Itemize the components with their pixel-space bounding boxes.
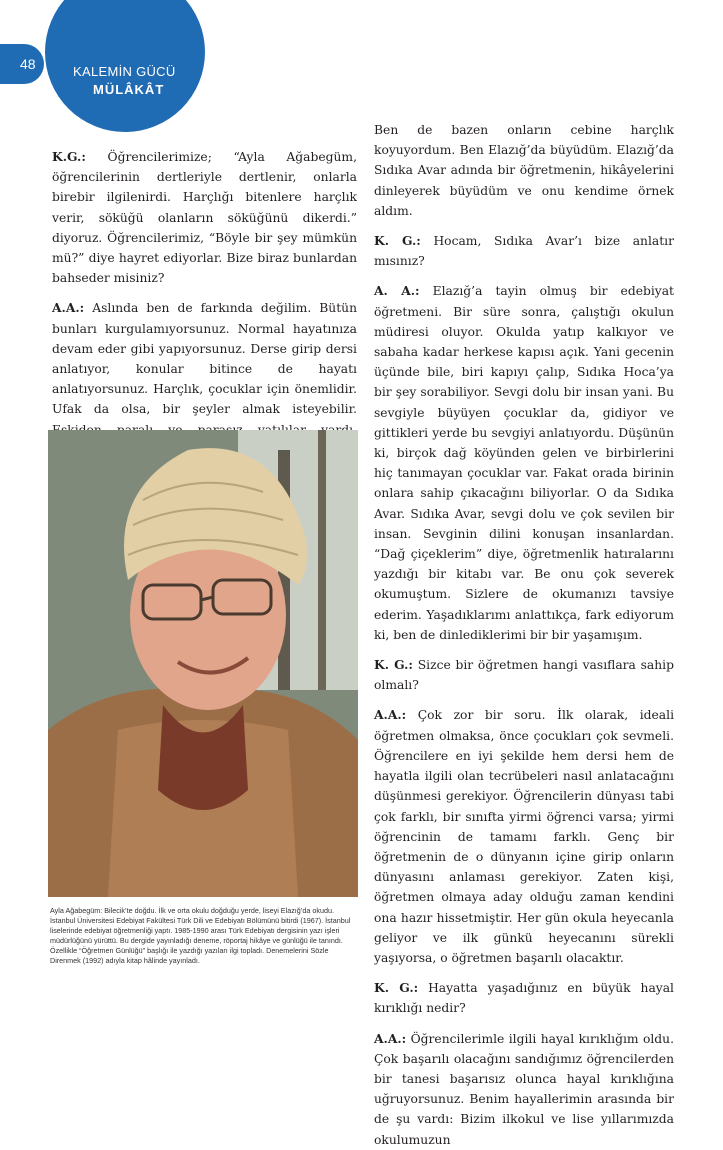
paragraph xyxy=(374,120,674,221)
speaker-label: A.A.: xyxy=(374,1030,407,1046)
paragraph-text: Öğrencilerimize; “Ayla Ağabegüm, öğrencilerinin dertleriyle dertlenir, onlarla birebir ilgilenirdi. Harçlığı bitenlere harçlık verir, söküğü olanların söküğünü dikerdi.” diyoruz. Öğrencilerimiz, “Böyle bir şey mümkün mü?” diye hayret ediyorlar. Bize biraz bunlardan bahseder misiniz? xyxy=(52,150,357,286)
paragraph-text: Aslında ben de farkında değilim. Bütün bunları kurgulamıyorsunuz. Normal hayatınıza devam eder gibi yapıyorsunuz. Derse girip dersi anlatıyor, konular bitince de hayatı anlatıyorsunuz. Harçlık, çocuklar için önemlidir. Ufak da olsa, bir şeyler almak isteyebilir. xyxy=(52,301,357,417)
speaker-label: K. G.: xyxy=(374,233,421,249)
paragraph xyxy=(374,655,674,695)
paragraph xyxy=(52,147,357,288)
paragraph xyxy=(374,705,674,968)
photo-caption: Ayla Ağabegüm: Bilecik’te doğdu. İlk ve orta okulu doğduğu yerde, liseyi Elazığ’da okudu. İstanbul Üniversitesi Edebiyat Fakültesi Türk Dili ve Edebiyatı Bölümünü bitirdi (1967). İstanbul liselerinde edebiyat öğretmenliği yaptı. 1985-1990 arası Türk Edebiyatı dergisinin yazı işleri müdürlüğünü yürüttü. Bu dergide yayınladığı deneme, röportaj hikâye ve günlüğü ile tanındı. Özellikle “Öğretmen Günlüğü” başlığı ile yazdığı yazıları ilgi topladı. Denemelerini Sözle Direnmek (1992) adıyla kitap hâlinde yayınladı. xyxy=(50,906,351,965)
speaker-label: K. G.: xyxy=(374,657,413,673)
paragraph-text: Hayatta yaşadığınız en büyük hayal kırıklığı nedir? xyxy=(374,981,674,1016)
section-title: MÜLÂKÂT xyxy=(93,82,165,97)
paragraph xyxy=(374,231,674,271)
speaker-label: A. A.: xyxy=(374,283,420,299)
speaker-label: K. G.: xyxy=(374,980,419,996)
paragraph xyxy=(374,1029,674,1150)
left-column xyxy=(52,147,357,470)
paragraph-text: Sizce bir öğretmen hangi vasıflara sahip olmalı? xyxy=(374,658,674,693)
paragraph-text: Hocam, Sıdıka Avar’ı bize anlatır mısınız? xyxy=(374,234,674,269)
speaker-label: A.A.: xyxy=(374,707,407,723)
paragraph xyxy=(374,978,674,1018)
paragraph-text: Çok zor bir soru. İlk olarak, ideali öğretmen olmaksa, önce çocukları çok sevmeli. Öğrencilere en iyi şekilde hem dersi hem de hayatla ilgili olan tecrübeleri nasıl anlatacağını düşünmesi gerekiyor. Öğrencilerin dünyası tabi çok farklı, bir sınıfta yirmi öğrenci varsa; yirmi öğrencinin de tamamı farklı. Genç bir öğretmenin de o dünyanın içine girip onların dünyasını anlaması gerekiyor. Zaten kişi, öğretmen olmaya aday olduğu zaman kendini ona hazır hissetmiştir. Her gün okula heyecanla geliyor ve ilk günkü heyecanını sürekli yaşıyorsa, o öğretmen başarılı olacaktır. xyxy=(374,708,674,965)
portrait-illustration xyxy=(48,430,358,897)
speaker-label: K.G.: xyxy=(52,149,86,164)
page-number: 48 xyxy=(0,44,44,84)
paragraph-text: Ben de bazen onların cebine harçlık koyuyordum. Ben Elazığ’da büyüdüm. Elazığ’da Sıdıka Avar adında bir öğretmenin, hikâyelerini dinleyerek büyüdüm ve onu kendime örnek aldım. xyxy=(374,123,674,218)
series-title: KALEMİN GÜCÜ xyxy=(73,64,176,79)
portrait-photo xyxy=(48,430,358,897)
speaker-label: A.A.: xyxy=(52,300,85,316)
right-column xyxy=(374,120,674,1150)
paragraph-text: Öğrencilerimle ilgili hayal kırıklığım oldu. Çok başarılı olacağını sandığımız öğrencilerden bir tanesi başarısız olunca hayal kırıklığına uğruyorsunuz. Benim hayallerimin arasında bir de şu vardı: Bizim ilkokul ve lise yıllarımızda okulumuzun xyxy=(374,1031,674,1147)
paragraph-text: Elazığ’a tayin olmuş bir edebiyat öğretmeni. Bir süre sonra, çalıştığı okulun müdiresi oluyor. Okulda yatıp kalkıyor ve sabaha kadar herkese kapısı açık. Yani gecenin üçünde bile, biri kapıyı çalıp, Sıdıka Hoca’ya bir şey sorabiliyor. Sevgi dolu bir insan yani. Bu sevgiyle büyüyen çocuklar da, gidiyor ve gittikleri yerde bu sevgiyi anlatıyordu. Düşünün ki, birçok dağ köyünden gelen ve birbirlerini hiç tanımayan çocuklar var. Fakat orada birinin onlara sahip çıkacağını biliyorlar. O da Sıdıka Avar. Sıdıka Avar, sevgi dolu ve çok sevilen bir insan. Sevginin dilini konuşan insanlardan. “Dağ çiçeklerim” diye, öğretmenlik hatıralarını yazdığı bir kitabı var. Be onu çok severek okumuştum. Sizlere de okumanızı tavsiye ederim. Yaşadıklarımı anlattıkça, fark ediyorum ki, ben de dinlediklerimi bir bir yaşamışım. xyxy=(374,284,675,642)
paragraph xyxy=(374,281,674,645)
